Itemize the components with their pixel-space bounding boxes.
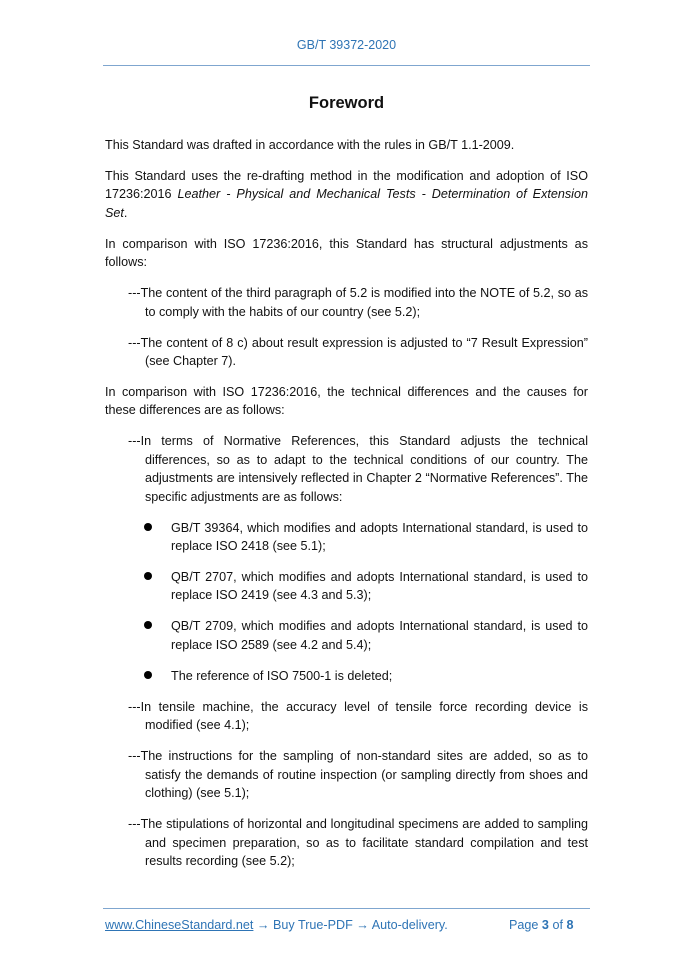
list-item (105, 617, 588, 654)
bullet-icon (144, 523, 152, 531)
structural-item-note: ---The content of the third paragraph of 5.2 is modified into the NOTE of 5.2, so as to comply with the habits of our country (see 5.2); (128, 286, 588, 319)
page-total: 8 (566, 918, 574, 932)
footer-divider (103, 908, 590, 909)
list-item (105, 667, 588, 685)
list-item-text: QB/T 2707, which modifies and adopts International standard, is used to replace ISO 2419 (see 4.3 and 5.3); (171, 570, 588, 603)
technical-item-tensile-machine: ---In tensile machine, the accuracy level of tensile force recording device is modified (see 4.1); (128, 699, 588, 733)
technical-item-specimens: ---The stipulations of horizontal and longitudinal specimens are added to sampling and specimen preparation, so as to facilitate standard compilation and test results recording (see 5.2); (128, 817, 588, 868)
bullet-icon (144, 572, 152, 580)
bullet-icon (144, 671, 152, 679)
paragraph-drafting-rules: This Standard was drafted in accordance with the rules in GB/T 1.1-2009. (105, 138, 515, 152)
foreword-body (105, 136, 588, 883)
list-item-text: GB/T 39364, which modifies and adopts International standard, is used to replace ISO 2418 (see 5.1); (171, 520, 588, 554)
paragraph-technical-differences: In comparison with ISO 17236:2016, the technical differences and the causes for these differences are as follows: (105, 385, 588, 418)
list-item-text: QB/T 2709, which modifies and adopts International standard, is used to replace ISO 2589 (see 4.2 and 5.4); (171, 619, 588, 652)
website-link[interactable]: www.ChineseStandard.net (105, 918, 254, 932)
technical-item-sampling-sites: ---The instructions for the sampling of non-standard sites are added, so as to satisfy the demands of routine inspection (or sampling directly from shoes and clothing) (see 5.1); (128, 749, 588, 801)
paragraph-redrafting-text: This Standard uses the re-drafting method in the modification and adoption of ISO 17236:2016 (105, 169, 588, 202)
paragraph-redrafting-method (105, 167, 588, 222)
list-item (105, 519, 588, 556)
page-title: Foreword (308, 94, 385, 112)
paragraph-redrafting-end: . (123, 205, 128, 220)
page-number (509, 918, 573, 932)
document-code-header: GB/T 39372-2020 (296, 38, 397, 52)
page-of: of (552, 918, 563, 932)
bullet-icon (144, 621, 152, 629)
list-item-text: The reference of ISO 7500-1 is deleted; (171, 668, 393, 683)
page-label: Page (509, 918, 539, 932)
paragraph-structural-adjustments: In comparison with ISO 17236:2016, this Standard has structural adjustments as follows: (105, 236, 588, 270)
promo-text: → Buy True-PDF → Auto-delivery. (253, 918, 448, 932)
list-item (105, 568, 588, 605)
normative-reference-adjustments-list (105, 519, 588, 686)
standard-title-italic: Leather - Physical and Mechanical Tests - Determination of Extension Set (105, 187, 588, 220)
footer-promo (105, 918, 448, 932)
structural-item-result-expression: ---The content of 8 c) about result expression is adjusted to “7 Result Expression” (see Chapter 7). (128, 335, 588, 369)
technical-item-normative-references: ---In terms of Normative References, this Standard adjusts the technical differences, so as to adapt to the technical conditions of our country. The adjustments are intensively reflected in Chapter 2 “Normative References”. The specific adjustments are as follows: (128, 434, 588, 504)
header-divider (103, 65, 590, 66)
page-current: 3 (541, 918, 549, 932)
